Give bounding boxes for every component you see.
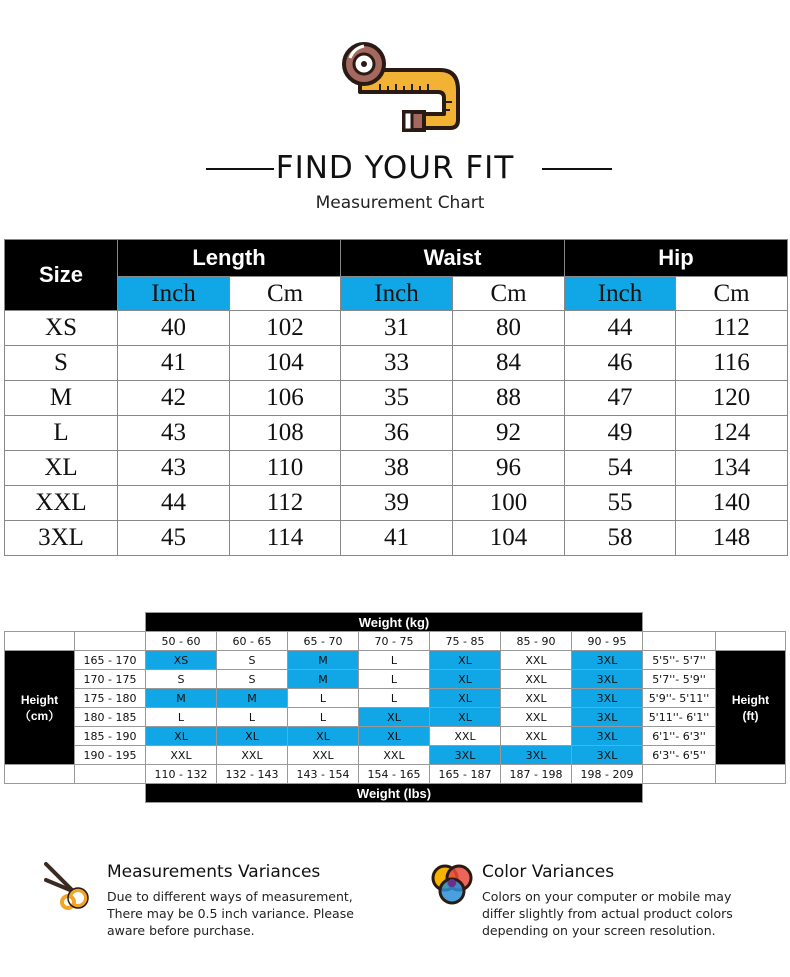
size-value: 42	[118, 381, 230, 416]
size-cell: 3XL	[572, 727, 643, 746]
title-line-right	[542, 168, 612, 170]
size-value: 39	[341, 486, 453, 521]
size-row	[5, 381, 788, 416]
size-cell: XL	[430, 689, 501, 708]
size-table-body	[5, 311, 788, 556]
kg-range: 70 - 75	[359, 632, 430, 651]
hw-row	[5, 651, 786, 670]
hw-row	[5, 689, 786, 708]
unit-header: Cm	[676, 277, 788, 311]
size-value: 134	[676, 451, 788, 486]
kg-range: 85 - 90	[501, 632, 572, 651]
kg-range: 90 - 95	[572, 632, 643, 651]
measure-variance-line: There may be 0.5 inch variance. Please	[107, 906, 354, 921]
size-cell: XXL	[501, 689, 572, 708]
height-cm-label-line: （cm）	[18, 708, 61, 723]
size-cell: L	[359, 651, 430, 670]
weight-lbs-header: Weight (lbs)	[146, 784, 643, 803]
size-value: 55	[565, 486, 676, 521]
size-cell: XXL	[501, 670, 572, 689]
size-value: 96	[453, 451, 565, 486]
height-cm-range: 175 - 180	[75, 689, 146, 708]
title-row	[0, 148, 790, 188]
size-value: 108	[230, 416, 341, 451]
size-cell: L	[217, 708, 288, 727]
lbs-range: 132 - 143	[217, 765, 288, 784]
hw-row	[5, 708, 786, 727]
height-ft-range: 6'3''- 6'5''	[643, 746, 716, 765]
size-value: 112	[230, 486, 341, 521]
size-chart-table	[4, 239, 788, 556]
size-cell: XL	[146, 727, 217, 746]
lbs-range-row	[5, 765, 786, 784]
lbs-range: 187 - 198	[501, 765, 572, 784]
size-value: 104	[453, 521, 565, 556]
size-cell: 3XL	[572, 689, 643, 708]
group-header-waist: Waist	[341, 240, 565, 277]
size-cell: M	[288, 651, 359, 670]
height-cm-range: 190 - 195	[75, 746, 146, 765]
lbs-range: 143 - 154	[288, 765, 359, 784]
size-row	[5, 311, 788, 346]
size-label: S	[5, 346, 118, 381]
height-cm-range: 180 - 185	[75, 708, 146, 727]
size-value: 80	[453, 311, 565, 346]
color-variance-title: Color Variances	[482, 862, 615, 882]
size-row	[5, 346, 788, 381]
height-ft-label	[716, 651, 786, 765]
height-ft-label-line: Height	[731, 692, 770, 707]
height-ft-range: 5'7''- 5'9''	[643, 670, 716, 689]
page-title: FIND YOUR FIT	[275, 150, 515, 186]
size-cell: 3XL	[501, 746, 572, 765]
size-value: 43	[118, 416, 230, 451]
size-cell: XS	[146, 651, 217, 670]
height-ft-label-line: (ft)	[742, 708, 759, 723]
size-value: 116	[676, 346, 788, 381]
size-row	[5, 486, 788, 521]
size-value: 110	[230, 451, 341, 486]
size-value: 40	[118, 311, 230, 346]
height-cm-range: 165 - 170	[75, 651, 146, 670]
size-cell: L	[288, 689, 359, 708]
height-ft-range: 5'9''- 5'11''	[643, 689, 716, 708]
size-value: 112	[676, 311, 788, 346]
size-cell: XXL	[288, 746, 359, 765]
size-label: M	[5, 381, 118, 416]
size-cell: 3XL	[430, 746, 501, 765]
size-value: 84	[453, 346, 565, 381]
kg-range: 50 - 60	[146, 632, 217, 651]
unit-header: Inch	[341, 277, 453, 311]
size-value: 114	[230, 521, 341, 556]
size-cell: M	[288, 670, 359, 689]
size-cell: 3XL	[572, 746, 643, 765]
height-cm-range: 170 - 175	[75, 670, 146, 689]
size-value: 104	[230, 346, 341, 381]
size-cell: XL	[359, 708, 430, 727]
weight-kg-header: Weight (kg)	[146, 613, 643, 632]
size-cell: L	[288, 708, 359, 727]
color-variance-line: differ slightly from actual product colors	[482, 906, 733, 921]
size-value: 58	[565, 521, 676, 556]
scissors-icon	[40, 860, 90, 910]
height-cm-label-line: Height	[20, 692, 59, 707]
color-variance-line: Colors on your computer or mobile may	[482, 889, 732, 904]
size-cell: XXL	[501, 727, 572, 746]
size-value: 38	[341, 451, 453, 486]
size-value: 35	[341, 381, 453, 416]
size-value: 49	[565, 416, 676, 451]
size-cell: XXL	[146, 746, 217, 765]
size-label: 3XL	[5, 521, 118, 556]
size-cell: L	[359, 689, 430, 708]
size-value: 106	[230, 381, 341, 416]
unit-header: Cm	[230, 277, 341, 311]
lbs-range: 154 - 165	[359, 765, 430, 784]
kg-range-row	[5, 632, 786, 651]
size-label: XXL	[5, 486, 118, 521]
size-cell: S	[217, 651, 288, 670]
hw-row	[5, 727, 786, 746]
kg-range: 65 - 70	[288, 632, 359, 651]
measure-variance-line: aware before purchase.	[107, 923, 255, 938]
size-value: 33	[341, 346, 453, 381]
height-ft-range: 5'5''- 5'7''	[643, 651, 716, 670]
size-row	[5, 521, 788, 556]
size-value: 46	[565, 346, 676, 381]
height-cm-label	[5, 651, 75, 765]
height-ft-range: 6'1''- 6'3''	[643, 727, 716, 746]
size-value: 140	[676, 486, 788, 521]
size-value: 36	[341, 416, 453, 451]
group-header-length: Length	[118, 240, 341, 277]
color-variance-line: depending on your screen resolution.	[482, 923, 716, 938]
kg-range: 60 - 65	[217, 632, 288, 651]
size-cell: XXL	[430, 727, 501, 746]
size-cell: L	[146, 708, 217, 727]
group-header-hip: Hip	[565, 240, 788, 277]
color-circles-icon	[428, 862, 476, 910]
size-cell: 3XL	[572, 651, 643, 670]
size-cell: XXL	[359, 746, 430, 765]
size-value: 148	[676, 521, 788, 556]
size-value: 47	[565, 381, 676, 416]
size-value: 88	[453, 381, 565, 416]
size-value: 43	[118, 451, 230, 486]
measure-variance-line: Due to different ways of measurement,	[107, 889, 353, 904]
page-subtitle: Measurement Chart	[315, 193, 485, 213]
size-cell: XXL	[217, 746, 288, 765]
hw-row	[5, 670, 786, 689]
unit-header: Inch	[118, 277, 230, 311]
lbs-range: 165 - 187	[430, 765, 501, 784]
hw-table-body	[5, 651, 786, 765]
size-label: XL	[5, 451, 118, 486]
size-label: XS	[5, 311, 118, 346]
size-cell: XL	[359, 727, 430, 746]
size-value: 41	[341, 521, 453, 556]
size-cell: XXL	[501, 708, 572, 727]
hw-row	[5, 746, 786, 765]
size-cell: XL	[430, 651, 501, 670]
color-variance-text	[482, 888, 772, 939]
size-header: Size	[5, 240, 118, 311]
measuring-tape-icon	[340, 40, 460, 140]
unit-header: Cm	[453, 277, 565, 311]
size-value: 54	[565, 451, 676, 486]
kg-range: 75 - 85	[430, 632, 501, 651]
measure-variance-title: Measurements Variances	[107, 862, 321, 882]
measure-variance-text	[107, 888, 377, 939]
height-cm-range: 185 - 190	[75, 727, 146, 746]
size-cell: S	[146, 670, 217, 689]
size-label: L	[5, 416, 118, 451]
size-cell: S	[217, 670, 288, 689]
size-cell: M	[217, 689, 288, 708]
size-cell: 3XL	[572, 670, 643, 689]
size-value: 120	[676, 381, 788, 416]
unit-header: Inch	[565, 277, 676, 311]
size-cell: XXL	[501, 651, 572, 670]
size-value: 92	[453, 416, 565, 451]
size-value: 44	[565, 311, 676, 346]
size-value: 45	[118, 521, 230, 556]
size-value: 124	[676, 416, 788, 451]
size-cell: XL	[430, 708, 501, 727]
lbs-range: 110 - 132	[146, 765, 217, 784]
size-cell: L	[359, 670, 430, 689]
size-cell: 3XL	[572, 708, 643, 727]
size-cell: XL	[288, 727, 359, 746]
size-value: 100	[453, 486, 565, 521]
size-cell: XL	[430, 670, 501, 689]
size-cell: M	[146, 689, 217, 708]
size-value: 102	[230, 311, 341, 346]
height-weight-table	[4, 612, 786, 803]
size-row	[5, 451, 788, 486]
size-row	[5, 416, 788, 451]
size-value: 41	[118, 346, 230, 381]
size-cell: XL	[217, 727, 288, 746]
size-value: 31	[341, 311, 453, 346]
height-ft-range: 5'11''- 6'1''	[643, 708, 716, 727]
lbs-range: 198 - 209	[572, 765, 643, 784]
size-value: 44	[118, 486, 230, 521]
